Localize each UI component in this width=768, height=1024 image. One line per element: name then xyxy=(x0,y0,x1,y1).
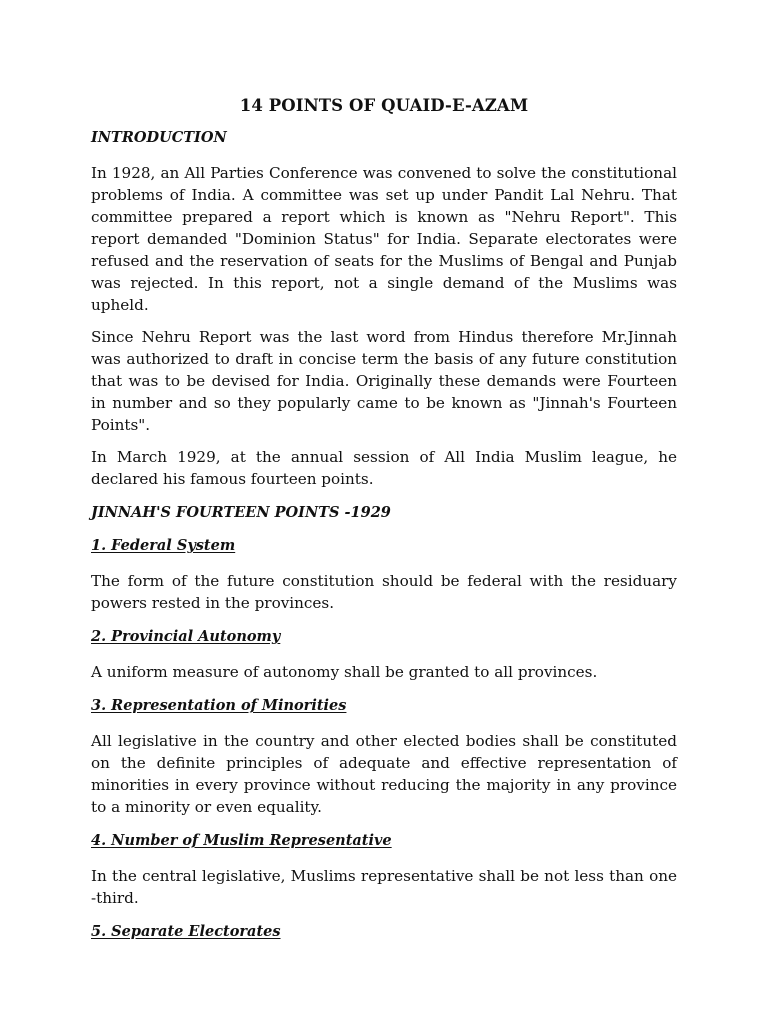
point-heading-5: 5. Separate Electorates xyxy=(91,923,281,940)
point-heading-4: 4. Number of Muslim Representative xyxy=(91,832,392,849)
point-heading-1: 1. Federal System xyxy=(91,537,236,554)
point-text-1: The form of the future constitution should be federal with the residuary powers rested in the provinces. xyxy=(91,572,677,612)
intro-paragraph-1: In 1928, an All Parties Conference was convened to solve the constitutional problems of India. A committee was set up under Pandit Lal Nehru. That committee prepared a report which is known as "Nehru Report". This report demanded "Dominion Status" for India. Separate electorates were refused and the reservation of seats for the Muslims of Bengal and Punjab was rejected. In this report, not a single demand of the Muslims was upheld. xyxy=(91,164,677,314)
point-text-3: All legislative in the country and other elected bodies shall be constituted on the definite principles of adequate and effective representation of minorities in every province without reducing the majority in any province to a minority or even equality. xyxy=(91,732,677,816)
intro-heading: INTRODUCTION xyxy=(91,129,227,146)
intro-paragraph-3: In March 1929, at the annual session of All India Muslim league, he declared his famous fourteen points. xyxy=(91,448,677,488)
point-text-4: In the central legislative, Muslims representative shall be not less than one -third. xyxy=(91,867,677,907)
point-heading-3: 3. Representation of Minorities xyxy=(91,697,347,714)
points-heading: JINNAH'S FOURTEEN POINTS -1929 xyxy=(91,504,391,521)
page-title: 14 POINTS OF QUAID-E-AZAM xyxy=(239,96,529,115)
point-text-2: A uniform measure of autonomy shall be granted to all provinces. xyxy=(91,663,598,681)
point-heading-2: 2. Provincial Autonomy xyxy=(91,628,281,645)
intro-paragraph-2: Since Nehru Report was the last word from Hindus therefore Mr.Jinnah was authorized to draft in concise term the basis of any future constitution that was to be devised for India. Originally these demands were Fourteen in number and so they popularly came to be known as "Jinnah's Fourteen Points". xyxy=(91,328,677,434)
